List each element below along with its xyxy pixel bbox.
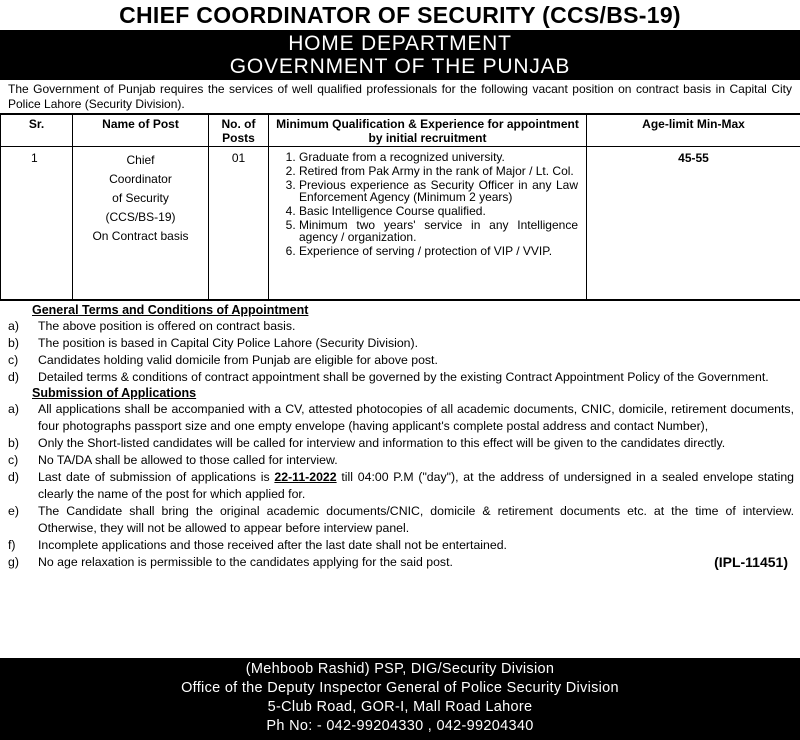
list-item — [8, 369, 794, 386]
item-marker: e) — [8, 503, 19, 518]
qualification-item: 3. Previous experience as Security Officer in any Law Enforcement Agency (Minimum 2 years) — [299, 179, 578, 203]
header-qualification: Minimum Qualification & Experience for appointment by initial recruitment — [269, 114, 587, 146]
government-name: GOVERNMENT OF THE PUNJAB — [229, 55, 571, 78]
item-text: Detailed terms & conditions of contract appointment shall be governed by the existing Contract Appointment Policy of the Government. — [38, 369, 769, 384]
deadline-date: 22-11-2022 — [274, 469, 337, 484]
qualification-list — [277, 151, 578, 257]
item-text: The Candidate shall bring the original academic documents/CNIC, domicile & retirement documents etc. at the time of interview. Otherwise, they will not be allowed to appear before interview panel. — [38, 503, 794, 535]
footer-banner — [0, 658, 800, 740]
item-text — [38, 469, 794, 503]
header-sr: Sr. — [1, 114, 73, 146]
item-marker: f) — [8, 537, 16, 552]
submission-heading: Submission of Applications — [32, 385, 197, 400]
row-qualifications — [269, 146, 587, 300]
list-item — [8, 554, 794, 571]
post-name-line: Chief — [126, 152, 155, 167]
qualification-item: 6. Experience of serving / protection of VIP / VVIP. — [299, 245, 578, 257]
post-title: CHIEF COORDINATOR OF SECURITY (CCS/BS-19) — [119, 2, 681, 28]
post-name-line: Coordinator — [109, 171, 172, 186]
list-item — [8, 401, 794, 435]
item-marker: a) — [8, 401, 19, 416]
item-marker: d) — [8, 469, 19, 484]
list-item — [8, 318, 794, 335]
deadline-text-after: till 04:00 P.M ("day"), at the address of undersigned in a sealed envelope stating clearly the name of the post for which applied for. — [38, 469, 794, 501]
header-name-of-post: Name of Post — [73, 114, 209, 146]
item-marker: c) — [8, 352, 19, 367]
deadline-text-before: Last date of submission of applications is — [38, 469, 275, 484]
row-post-name — [73, 146, 209, 300]
general-terms-list — [8, 318, 794, 386]
item-text: The above position is offered on contract basis. — [38, 318, 296, 333]
item-marker: g) — [8, 554, 19, 569]
list-item — [8, 335, 794, 352]
list-item — [8, 352, 794, 369]
qualification-item: 2. Retired from Pak Army in the rank of Major / Lt. Col. — [299, 165, 578, 177]
signatory: (Mehboob Rashid) PSP, DIG/Security Division — [245, 661, 555, 677]
item-marker: b) — [8, 435, 19, 450]
list-item — [8, 452, 794, 469]
submission-list — [8, 401, 794, 571]
table-row — [1, 146, 800, 300]
item-marker: d) — [8, 369, 19, 384]
post-name-line: (CCS/BS-19) — [105, 209, 176, 224]
qualification-item: 1. Graduate from a recognized university. — [299, 151, 578, 163]
item-text: Candidates holding valid domicile from Punjab are eligible for above post. — [38, 352, 438, 367]
list-item — [8, 469, 794, 503]
list-item — [8, 435, 794, 452]
department-banner — [0, 30, 800, 80]
item-marker: b) — [8, 335, 19, 350]
qualification-item: 5. Minimum two years' service in any Intelligence agency / organization. — [299, 219, 578, 243]
general-terms-section — [0, 301, 800, 571]
item-text: Only the Short-listed candidates will be called for interview and information to this effect will be given to the candidates directly. — [38, 435, 726, 450]
qualification-item: 4. Basic Intelligence Course qualified. — [299, 205, 578, 217]
ipl-reference: (IPL-11451) — [714, 553, 788, 570]
post-name-line: On Contract basis — [92, 228, 189, 243]
department-name: HOME DEPARTMENT — [288, 32, 512, 55]
item-text: No age relaxation is permissible to the candidates applying for the said post. — [38, 554, 453, 569]
row-sr: 1 — [1, 146, 73, 300]
row-age-limit: 45-55 — [587, 146, 800, 300]
item-text: The position is based in Capital City Police Lahore (Security Division). — [38, 335, 419, 350]
item-text: All applications shall be accompanied with a CV, attested photocopies of all academic documents, CNIC, domicile, retirement documents, four photographs passport size and one empty envelope (having applicant's complete postal address and contact Number), — [38, 401, 794, 433]
row-no-of-posts: 01 — [209, 146, 269, 300]
general-terms-heading: General Terms and Conditions of Appointment — [32, 302, 309, 317]
list-item — [8, 503, 794, 537]
header-age-limit: Age-limit Min-Max — [587, 114, 800, 146]
intro-paragraph: The Government of Punjab requires the services of well qualified professionals for the following vacant position on contract basis in Capital City Police Lahore (Security Division). — [8, 82, 792, 111]
header-no-of-posts: No. of Posts — [209, 114, 269, 146]
phone-numbers: Ph No: - 042-99204330 , 042-99204340 — [266, 718, 534, 734]
item-marker: a) — [8, 318, 19, 333]
item-marker: c) — [8, 452, 19, 467]
item-text: Incomplete applications and those received after the last date shall not be entertained. — [38, 537, 507, 552]
vacancy-table — [0, 113, 800, 301]
list-item — [8, 537, 794, 554]
post-name-line: of Security — [112, 190, 169, 205]
office-address: 5-Club Road, GOR-I, Mall Road Lahore — [267, 699, 533, 715]
item-text: No TA/DA shall be allowed to those called for interview. — [38, 452, 338, 467]
office-name: Office of the Deputy Inspector General of Police Security Division — [181, 680, 619, 696]
